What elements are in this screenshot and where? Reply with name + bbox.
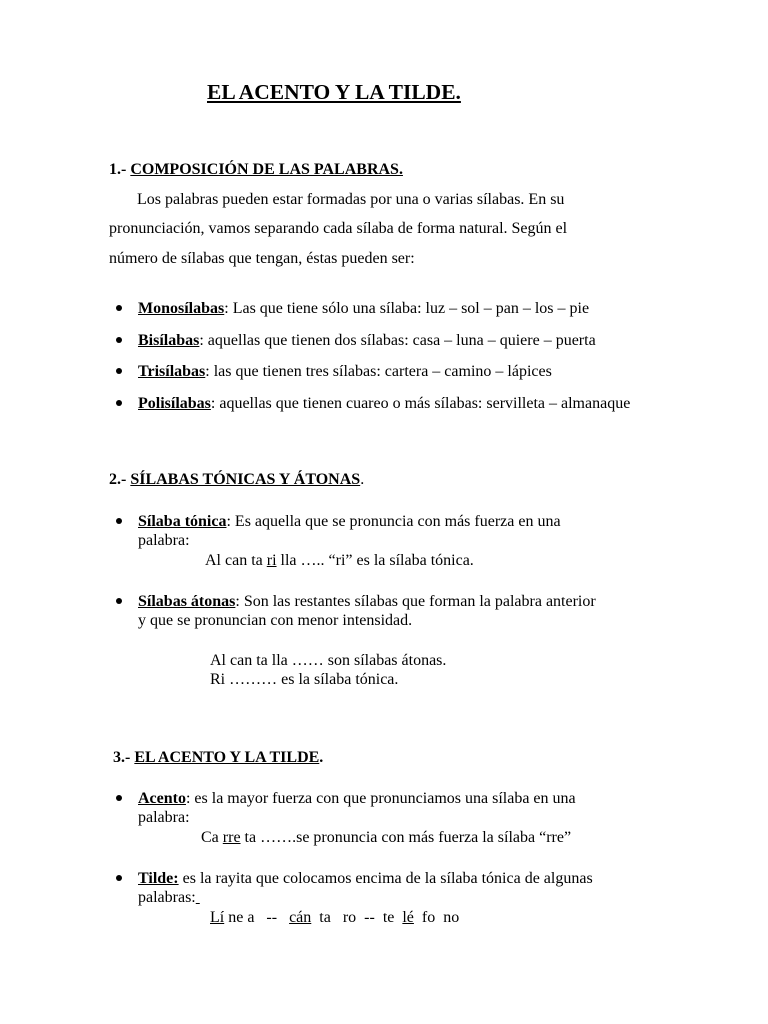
section-1-heading (109, 161, 403, 179)
list-item-trisilabas (138, 362, 552, 381)
acento-example (201, 828, 571, 847)
bullet-icon (116, 598, 122, 604)
bullet-icon (116, 795, 122, 801)
term: Monosílabas (138, 300, 225, 317)
example-stressed: ri (266, 552, 277, 569)
term: Polisílabas (138, 395, 211, 412)
section-2-title: SÍLABAS TÓNICAS Y ÁTONAS (130, 471, 361, 488)
section-1-para-line-2: pronunciación, vamos separando cada sílaba de forma natural. Según el (109, 220, 568, 237)
term: Trisílabas (138, 363, 206, 380)
section-2-number: 2.- (109, 471, 131, 488)
bullet-icon (116, 518, 122, 524)
bullet-icon (116, 400, 122, 406)
term: Tilde: (138, 870, 179, 887)
section-2-heading (109, 471, 364, 489)
example-stressed: Lí (210, 909, 225, 926)
underline-mark (196, 889, 200, 906)
bullet-icon (116, 368, 122, 374)
example-stressed: cán (289, 909, 312, 926)
definition: : Las que tiene sólo una sílaba: luz – sol – pan – los – pie (224, 300, 590, 317)
tilde-example (210, 908, 459, 927)
acento-line-1 (138, 789, 576, 808)
tilde-line-1 (138, 869, 593, 888)
example-part: ta …….se pronuncia con más fuerza la sílaba “rre” (240, 829, 572, 846)
definition: : aquellas que tienen cuareo o más sílabas: servilleta – almanaque (210, 395, 631, 412)
silaba-tonica-line-2: palabra: (138, 532, 190, 549)
definition: : Son las restantes sílabas que forman la palabra anterior (235, 593, 596, 610)
term: Acento (138, 790, 186, 807)
silabas-atonas-example-1: Al can ta lla …… son sílabas átonas. (210, 652, 447, 669)
definition: : Es aquella que se pronuncia con más fuerza en una (226, 513, 561, 530)
definition: : es la mayor fuerza con que pronunciamos una sílaba en una (185, 790, 576, 807)
acento-line-2: palabra: (138, 809, 190, 826)
definition: : las que tienen tres sílabas: cartera – camino – lápices (205, 363, 552, 380)
section-3-heading (113, 749, 323, 767)
section-3-tail: . (319, 749, 324, 766)
example-part: lla ….. “ri” es la sílaba tónica. (276, 552, 474, 569)
definition: es la rayita que colocamos encima de la sílaba tónica de algunas (178, 870, 593, 887)
section-1-para-line-1: Los palabras pueden estar formadas por una o varias sílabas. En su (137, 191, 565, 208)
term: Sílaba tónica (138, 513, 227, 530)
list-item-bisilabas (138, 331, 596, 350)
term: Bisílabas (138, 332, 200, 349)
definition: : aquellas que tienen dos sílabas: casa – luna – quiere – puerta (199, 332, 596, 349)
section-1-para-line-3: número de sílabas que tengan, éstas pueden ser: (109, 250, 415, 267)
example-part: fo no (413, 909, 460, 926)
list-item-monosilabas (138, 299, 589, 318)
silaba-tonica-example (205, 551, 474, 570)
example-part: Al can ta (205, 552, 267, 569)
term: Sílabas átonas (138, 593, 236, 610)
page-title: EL ACENTO Y LA TILDE. (207, 80, 461, 104)
list-item-polisilabas (138, 394, 630, 413)
silabas-atonas-line-2: y que se pronuncian con menor intensidad. (138, 612, 413, 629)
example-part: ta ro -- te (311, 909, 403, 926)
tilde-line-2 (138, 888, 200, 907)
bullet-icon (116, 305, 122, 311)
definition: palabras: (138, 889, 196, 906)
silabas-atonas-example-2: Ri ……… es la sílaba tónica. (210, 671, 399, 688)
section-2-tail: . (360, 471, 365, 488)
section-3-title: EL ACENTO Y LA TILDE (134, 749, 320, 766)
example-stressed: rre (222, 829, 241, 846)
bullet-icon (116, 875, 122, 881)
section-3-number: 3.- (113, 749, 135, 766)
example-part: ne a -- (224, 909, 290, 926)
section-1-number: 1.- (109, 161, 131, 178)
section-1-title: COMPOSICIÓN DE LAS PALABRAS. (130, 161, 403, 178)
example-part: Ca (201, 829, 223, 846)
example-stressed: lé (402, 909, 414, 926)
silabas-atonas-line-1 (138, 592, 596, 611)
silaba-tonica-line-1 (138, 512, 561, 531)
bullet-icon (116, 337, 122, 343)
